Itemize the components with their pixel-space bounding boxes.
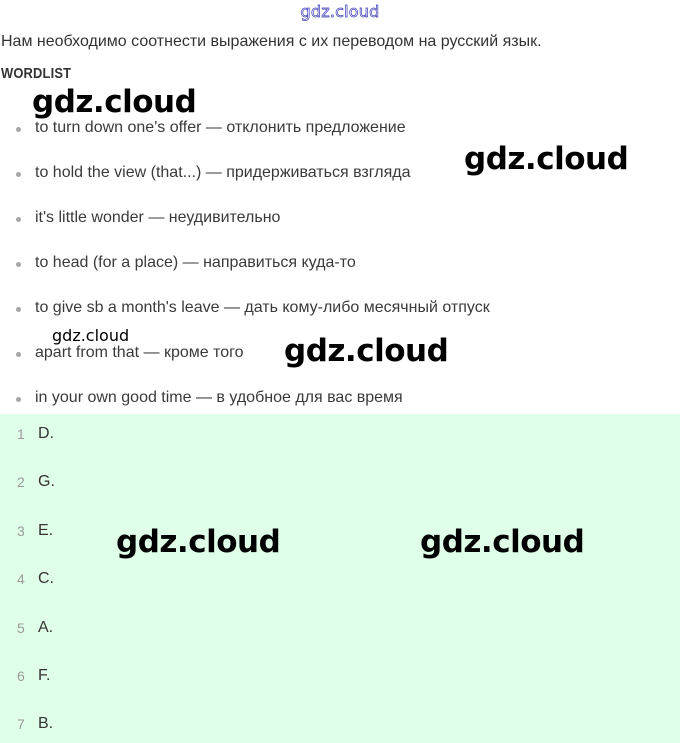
answer-letter: B.	[38, 715, 54, 732]
intro-text: Нам необходимо соотнести выражения с их переводом на русский язык.	[1, 33, 542, 50]
bullet-icon	[16, 307, 21, 312]
answer-letter: D.	[38, 425, 54, 442]
site-watermark-top: gdz.cloud	[300, 2, 380, 21]
answer-row	[0, 471, 680, 495]
answer-letter: G.	[38, 473, 55, 490]
answer-number: 4	[17, 571, 25, 587]
bullet-icon	[16, 172, 21, 177]
answer-number: 2	[17, 474, 25, 490]
answer-number: 1	[17, 426, 25, 442]
answer-number: 3	[17, 523, 25, 539]
watermark: gdz.cloud	[116, 524, 281, 560]
watermark: gdz.cloud	[32, 84, 197, 120]
wordlist-item-text: in your own good time — в удобное для вас время	[35, 389, 403, 406]
answer-row	[0, 713, 680, 737]
wordlist-heading: WORDLIST	[1, 65, 72, 82]
wordlist-item-text: to head (for a place) — направиться куда-то	[35, 254, 356, 271]
answer-row	[0, 568, 680, 592]
bullet-icon	[16, 352, 21, 357]
answer-row	[0, 423, 680, 447]
answer-number: 5	[17, 620, 25, 636]
answer-number: 7	[17, 716, 25, 732]
bullet-icon	[16, 127, 21, 132]
watermark: gdz.cloud	[284, 333, 449, 369]
answer-number: 6	[17, 668, 25, 684]
bullet-icon	[16, 397, 21, 402]
watermark: gdz.cloud	[464, 141, 629, 177]
wordlist-item-text: to turn down one's offer — отклонить предложение	[35, 119, 406, 136]
wordlist-item-text: to give sb a month's leave — дать кому-либо месячный отпуск	[35, 299, 490, 316]
watermark: gdz.cloud	[52, 326, 130, 345]
answer-letter: A.	[38, 619, 54, 636]
answer-row	[0, 665, 680, 689]
answer-letter: E.	[38, 522, 54, 539]
answer-letter: C.	[38, 570, 54, 587]
bullet-icon	[16, 217, 21, 222]
bullet-icon	[16, 262, 21, 267]
answer-letter: F.	[38, 667, 51, 684]
answers-panel	[0, 414, 680, 743]
wordlist-item-text: it's little wonder — неудивительно	[35, 209, 281, 226]
answer-row	[0, 617, 680, 641]
wordlist-item-text: to hold the view (that...) — придерживаться взгляда	[35, 164, 411, 181]
wordlist-item-text: apart from that — кроме того	[35, 344, 244, 361]
watermark: gdz.cloud	[420, 524, 585, 560]
